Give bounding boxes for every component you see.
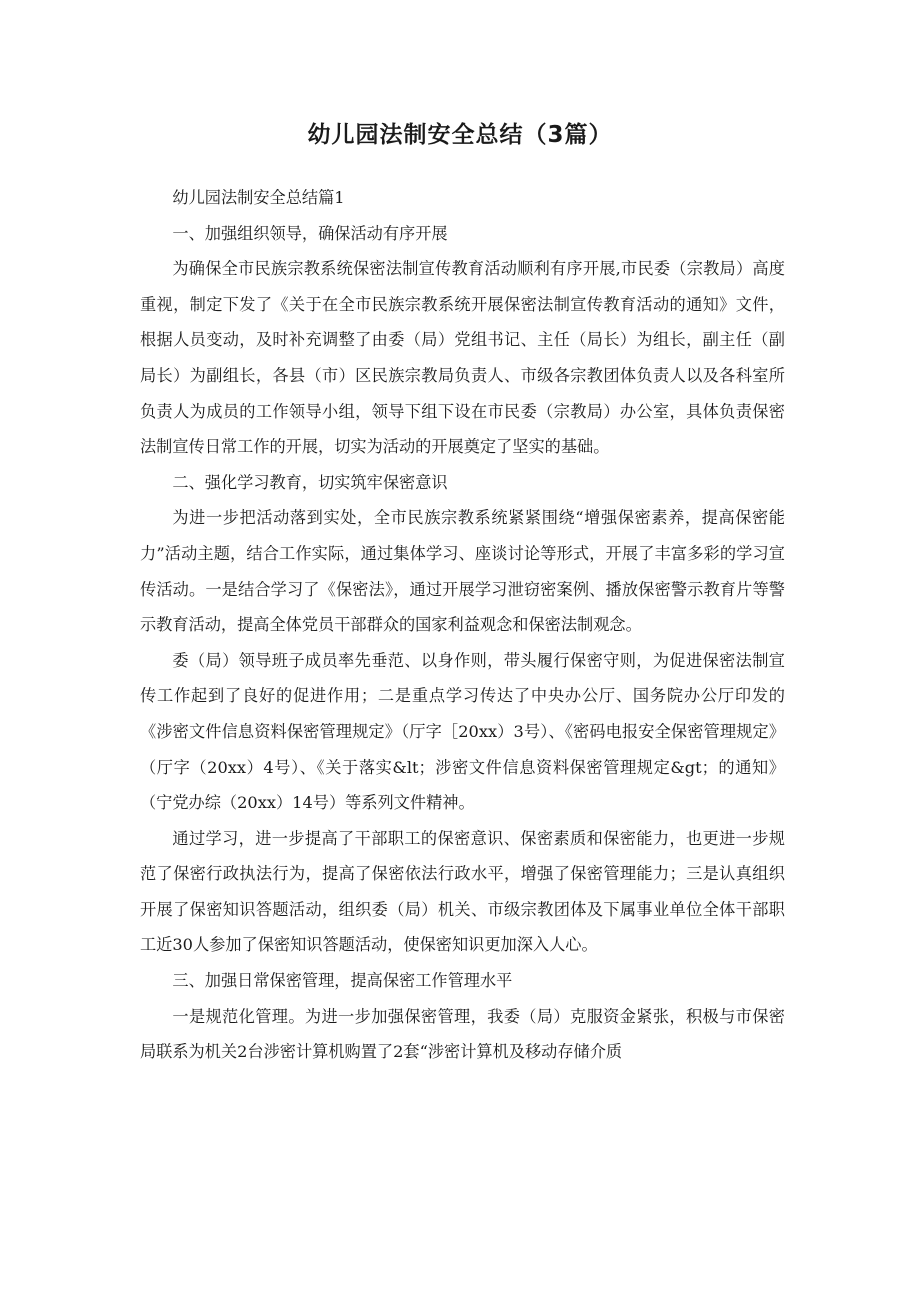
paragraph: 委（局）领导班子成员率先垂范、以身作则，带头履行保密守则，为促进保密法制宣传工作起到了良好的促进作用；二是重点学习传达了中央办公厅、国务院办公厅印发的《涉密文件信息资料保密管理规定》（厅字［20xx）3号）、《密码电报安全保密管理规定》（厅字（20xx）4号）、《关于落实&lt；涉密文件信息资料保密管理规定&gt；的通知》（宁党办综（20xx）14号）等系列文件精神。 (140, 650, 785, 813)
paragraph: 一是规范化管理。为进一步加强保密管理，我委（局）克服资金紧张，积极与市保密局联系为机关2台涉密计算机购置了2套“涉密计算机及移动存储介质 (140, 1006, 785, 1062)
subheading: 一、加强组织领导，确保活动有序开展 (172, 223, 448, 243)
paragraph: 为确保全市民族宗教系统保密法制宣传教育活动顺利有序开展,市民委（宗教局）高度重视，制定下发了《关于在全市民族宗教系统开展保密法制宣传教育活动的通知》文件，根据人员变动，及时补充调整了由委（局）党组书记、主任（局长）为组长，副主任（副局长）为副组长，各县（市）区民族宗教局负责人、市级各宗教团体负责人以及各科室所负责人为成员的工作领导小组，领导下组下设在市民委（宗教局）办公室，具体负责保密法制宣传日常工作的开展，切实为活动的开展奠定了坚实的基础。 (140, 259, 785, 457)
paragraph: 为进一步把活动落到实处，全市民族宗教系统紧紧围绕“增强保密素养，提高保密能力”活动主题，结合工作实际，通过集体学习、座谈讨论等形式，开展了丰富多彩的学习宣传活动。一是结合学习了《保密法》，通过开展学习泄窃密案例、播放保密警示教育片等警示教育活动，提高全体党员干部群众的国家利益观念和保密法制观念。 (140, 508, 785, 635)
document-title: 幼儿园法制安全总结（3篇） (307, 122, 613, 148)
section-heading: 幼儿园法制安全总结篇1 (172, 188, 345, 207)
paragraph: 通过学习，进一步提高了干部职工的保密意识、保密素质和保密能力，也更进一步规范了保密行政执法行为，提高了保密依法行政水平，增强了保密管理能力；三是认真组织开展了保密知识答题活动，组织委（局）机关、市级宗教团体及下属事业单位全体干部职工近30人参加了保密知识答题活动，使保密知识更加深入人心。 (140, 828, 785, 955)
subheading: 二、强化学习教育，切实筑牢保密意识 (172, 472, 448, 492)
document-body (140, 180, 785, 1070)
subheading: 三、加强日常保密管理，提高保密工作管理水平 (172, 971, 513, 991)
